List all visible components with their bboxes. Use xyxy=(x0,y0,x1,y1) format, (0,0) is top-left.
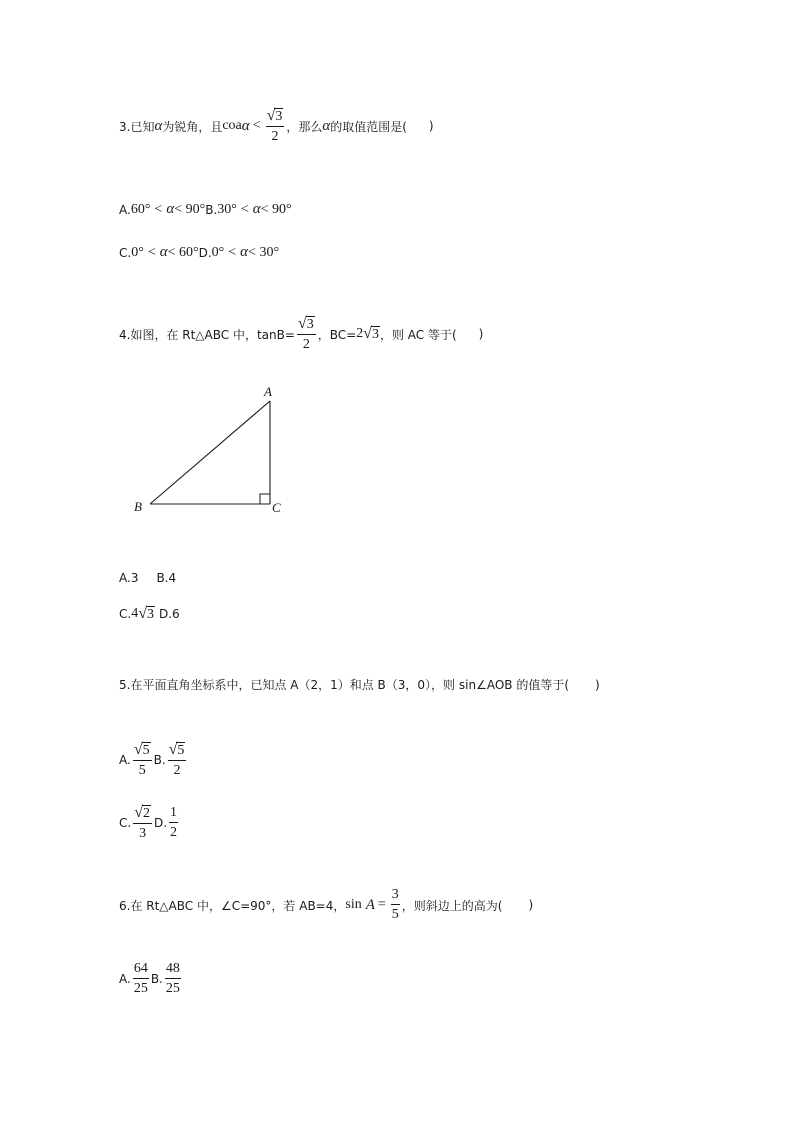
q4-option-c-label: C. xyxy=(119,607,132,621)
q3-option-a-label: A. xyxy=(119,202,131,217)
q4-label-c: C xyxy=(272,500,281,515)
q5-option-a-fraction: √ 5 5 xyxy=(133,741,150,778)
q3-option-a-alpha: α xyxy=(166,201,175,217)
q3-fraction: √ 3 2 xyxy=(266,107,283,144)
q3-alpha-1: α xyxy=(154,117,163,134)
q4-fraction: √ 3 2 xyxy=(297,315,314,352)
q4-triangle-figure xyxy=(125,380,295,520)
q6-var-a: A xyxy=(365,896,375,913)
q4-options-cd xyxy=(119,606,180,622)
q6-fraction: $\frac{3}{5}$ xyxy=(391,887,399,922)
q3-option-d-alpha: α xyxy=(240,244,249,260)
q3-option-a-high: < 90° xyxy=(174,201,206,217)
q5-option-b-label: B. xyxy=(153,753,166,767)
q4-option-c-sqrt: √ 3 xyxy=(138,605,154,622)
q3-option-d-high: < 30° xyxy=(248,244,280,260)
q3-option-c-alpha: α xyxy=(159,244,168,260)
q3-option-c-label: C. xyxy=(119,245,132,260)
q5-options-cd xyxy=(119,805,180,841)
q6-paren-close: ) xyxy=(528,898,534,912)
q5-option-d-fraction: $\frac{1}{2}$ xyxy=(170,805,178,840)
q3-options-cd: C. 0° < α < 60° D. 0° < α < 30° xyxy=(119,244,280,260)
q4-label-b: B xyxy=(134,499,142,514)
q4-paren-close: ) xyxy=(478,327,484,341)
q3-prefix: 3.已知 xyxy=(119,119,155,134)
q4-option-c-coef: 4 xyxy=(131,606,139,621)
q6-prefix: 6.在 Rt△ABC 中，∠C=90°，若 AB=4， xyxy=(119,898,346,913)
q4-side-ab xyxy=(150,401,270,504)
q5-option-b-fraction: √ 5 2 xyxy=(168,741,185,778)
q4-prefix: 4.如图，在 Rt△ABC 中，tanB= xyxy=(119,327,295,342)
q3-option-c-high: < 60° xyxy=(167,244,199,260)
q3-alpha-2: α xyxy=(241,117,250,134)
q5-options-ab xyxy=(119,742,188,778)
q4-options-ab xyxy=(119,571,176,585)
q3-option-b-alpha: α xyxy=(252,201,261,217)
q4-stem xyxy=(119,316,483,352)
q4-bc-text: ，BC= xyxy=(317,327,357,342)
q5-paren-close: ) xyxy=(595,677,600,692)
q6-suffix: ，则斜边上的高为( xyxy=(401,898,503,913)
q3-suffix-a: ，那么 xyxy=(286,119,323,134)
q3-option-a-low: 60° xyxy=(130,201,151,217)
q5-option-a-label: A. xyxy=(119,753,131,767)
q4-option-d: D.6 xyxy=(158,607,180,621)
q3-option-b-low: 30° xyxy=(217,201,237,217)
q3-paren-close: ) xyxy=(428,119,434,133)
q3-option-c-low: 0° xyxy=(131,244,144,260)
q4-bc-sqrt: √ 3 xyxy=(363,325,379,342)
q6-option-a-fraction: $\frac{64}{25}$ xyxy=(133,961,148,996)
q5-option-c-fraction: √ 2 3 xyxy=(134,804,150,841)
q5-stem-text: 5.在平面直角坐标系中，已知点 A（2，1）和点 B（3，0），则 sin∠AOB 的值等于( xyxy=(119,678,569,692)
q4-sqrt: √ 3 xyxy=(297,315,314,332)
q3-option-b-high: < 90° xyxy=(260,201,292,217)
q6-eq: = xyxy=(377,897,386,912)
q6-sin: sin xyxy=(345,897,362,912)
q3-coa: coa xyxy=(222,118,242,133)
q4-right-angle-mark xyxy=(260,494,270,504)
q3-option-d-low: 0° xyxy=(211,244,225,260)
q4-bc-coef: 2 xyxy=(356,326,364,341)
q4-label-a: A xyxy=(264,384,272,399)
q3-stem xyxy=(119,108,434,144)
q6-stem xyxy=(119,888,533,922)
q5-option-d-label: D. xyxy=(153,816,168,830)
q3-options-ab: A. 60° < α < 90° B. 30° < α < 90° xyxy=(119,201,292,217)
q5-stem xyxy=(119,676,600,693)
q3-alpha-3: α xyxy=(322,117,331,134)
q3-lt: < xyxy=(252,118,261,133)
q3-option-b-label: B. xyxy=(205,202,218,217)
q4-option-b: B.4 xyxy=(156,571,177,585)
q6-options-ab xyxy=(119,962,183,996)
q3-option-d-label: D. xyxy=(198,245,212,260)
q3-suffix-b: 的取值范围是( xyxy=(330,119,407,134)
q4-option-a: A.3 xyxy=(119,571,139,585)
q3-mid: 为锐角，且 xyxy=(162,119,223,134)
q5-option-c-label: C. xyxy=(119,816,132,830)
q6-option-b-fraction: $\frac{48}{25}$ xyxy=(165,961,180,996)
q6-option-b-label: B. xyxy=(150,972,163,986)
q3-sqrt: √ 3 xyxy=(266,107,283,124)
q4-suffix: ，则 AC 等于( xyxy=(379,327,457,342)
q6-option-a-label: A. xyxy=(119,972,131,986)
